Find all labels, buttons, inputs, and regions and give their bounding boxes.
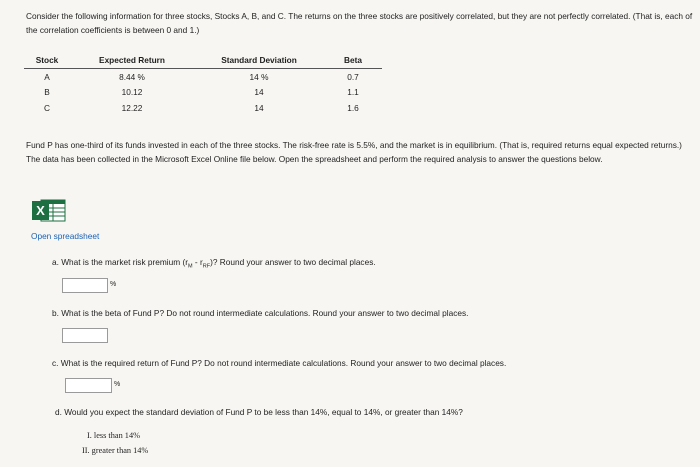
header-standard-deviation: Standard Deviation xyxy=(194,51,324,69)
cell-expected-return: 8.44 % xyxy=(119,71,145,82)
question-b: b. What is the beta of Fund P? Do not round intermediate calculations. Round your answer to two decimal places. xyxy=(52,308,469,318)
question-a-sub-rf: RF xyxy=(202,263,211,270)
option-greater-than[interactable]: II. greater than 14% xyxy=(82,446,149,455)
question-a-post: )? Round your answer to two decimal places. xyxy=(210,257,376,267)
answer-c-unit: % xyxy=(114,381,121,388)
question-a-sub-m: M xyxy=(188,263,193,270)
answer-a-input[interactable] xyxy=(62,278,108,293)
cell-expected-return: 10.12 xyxy=(121,87,143,98)
question-d: d. Would you expect the standard deviation of Fund P to be less than 14%, equal to 14%, or greater than 14%? xyxy=(55,407,463,417)
header-beta: Beta xyxy=(324,51,382,69)
excel-icon[interactable] xyxy=(32,199,66,222)
cell-expected-return: 12.22 xyxy=(121,102,143,113)
question-c: c. What is the required return of Fund P? Do not round intermediate calculations. Round your answer to two decimal places. xyxy=(52,358,507,368)
cell-standard-deviation: 14 xyxy=(254,87,264,98)
intro-text: Consider the following information for three stocks, Stocks A, B, and C. The returns on the three stocks are positively correlated, but they are not perfectly correlated. (That is, each of the correlation coefficients is between 0 and 1.) xyxy=(26,11,693,35)
cell-beta: 1.6 xyxy=(347,102,359,113)
excel-icon-letter: X xyxy=(36,203,45,218)
question-a-mid: - r xyxy=(192,257,203,267)
answer-c-input[interactable] xyxy=(65,378,112,393)
answer-a-unit: % xyxy=(110,281,117,288)
open-spreadsheet-link[interactable]: Open spreadsheet xyxy=(31,231,100,241)
question-a xyxy=(52,257,376,270)
option-less-than[interactable]: I. less than 14% xyxy=(87,431,140,440)
table-row xyxy=(24,85,382,101)
cell-beta: 0.7 xyxy=(347,71,359,82)
stocks-table xyxy=(24,51,382,116)
cell-stock: B xyxy=(44,87,50,98)
cell-stock: A xyxy=(44,71,50,82)
fund-description: Fund P has one-third of its funds invested in each of the three stocks. The risk-free rate is 5.5%, and the market is in equilibrium. (That is, required returns equal expected returns.) The data has been collected in the Microsoft Excel Online file below. Open the spreadsheet and perform the required analysis to answer the questions below. xyxy=(26,140,682,164)
cell-stock: C xyxy=(44,102,50,113)
table-row xyxy=(24,69,382,85)
header-expected-return: Expected Return xyxy=(70,51,194,69)
question-a-pre: a. What is the market risk premium (r xyxy=(52,257,189,267)
table-header-row xyxy=(24,51,382,69)
cell-standard-deviation: 14 xyxy=(254,102,264,113)
header-stock: Stock xyxy=(24,51,70,69)
table-row xyxy=(24,100,382,116)
cell-beta: 1.1 xyxy=(347,87,359,98)
answer-b-input[interactable] xyxy=(62,328,108,343)
cell-standard-deviation: 14 % xyxy=(249,71,269,82)
